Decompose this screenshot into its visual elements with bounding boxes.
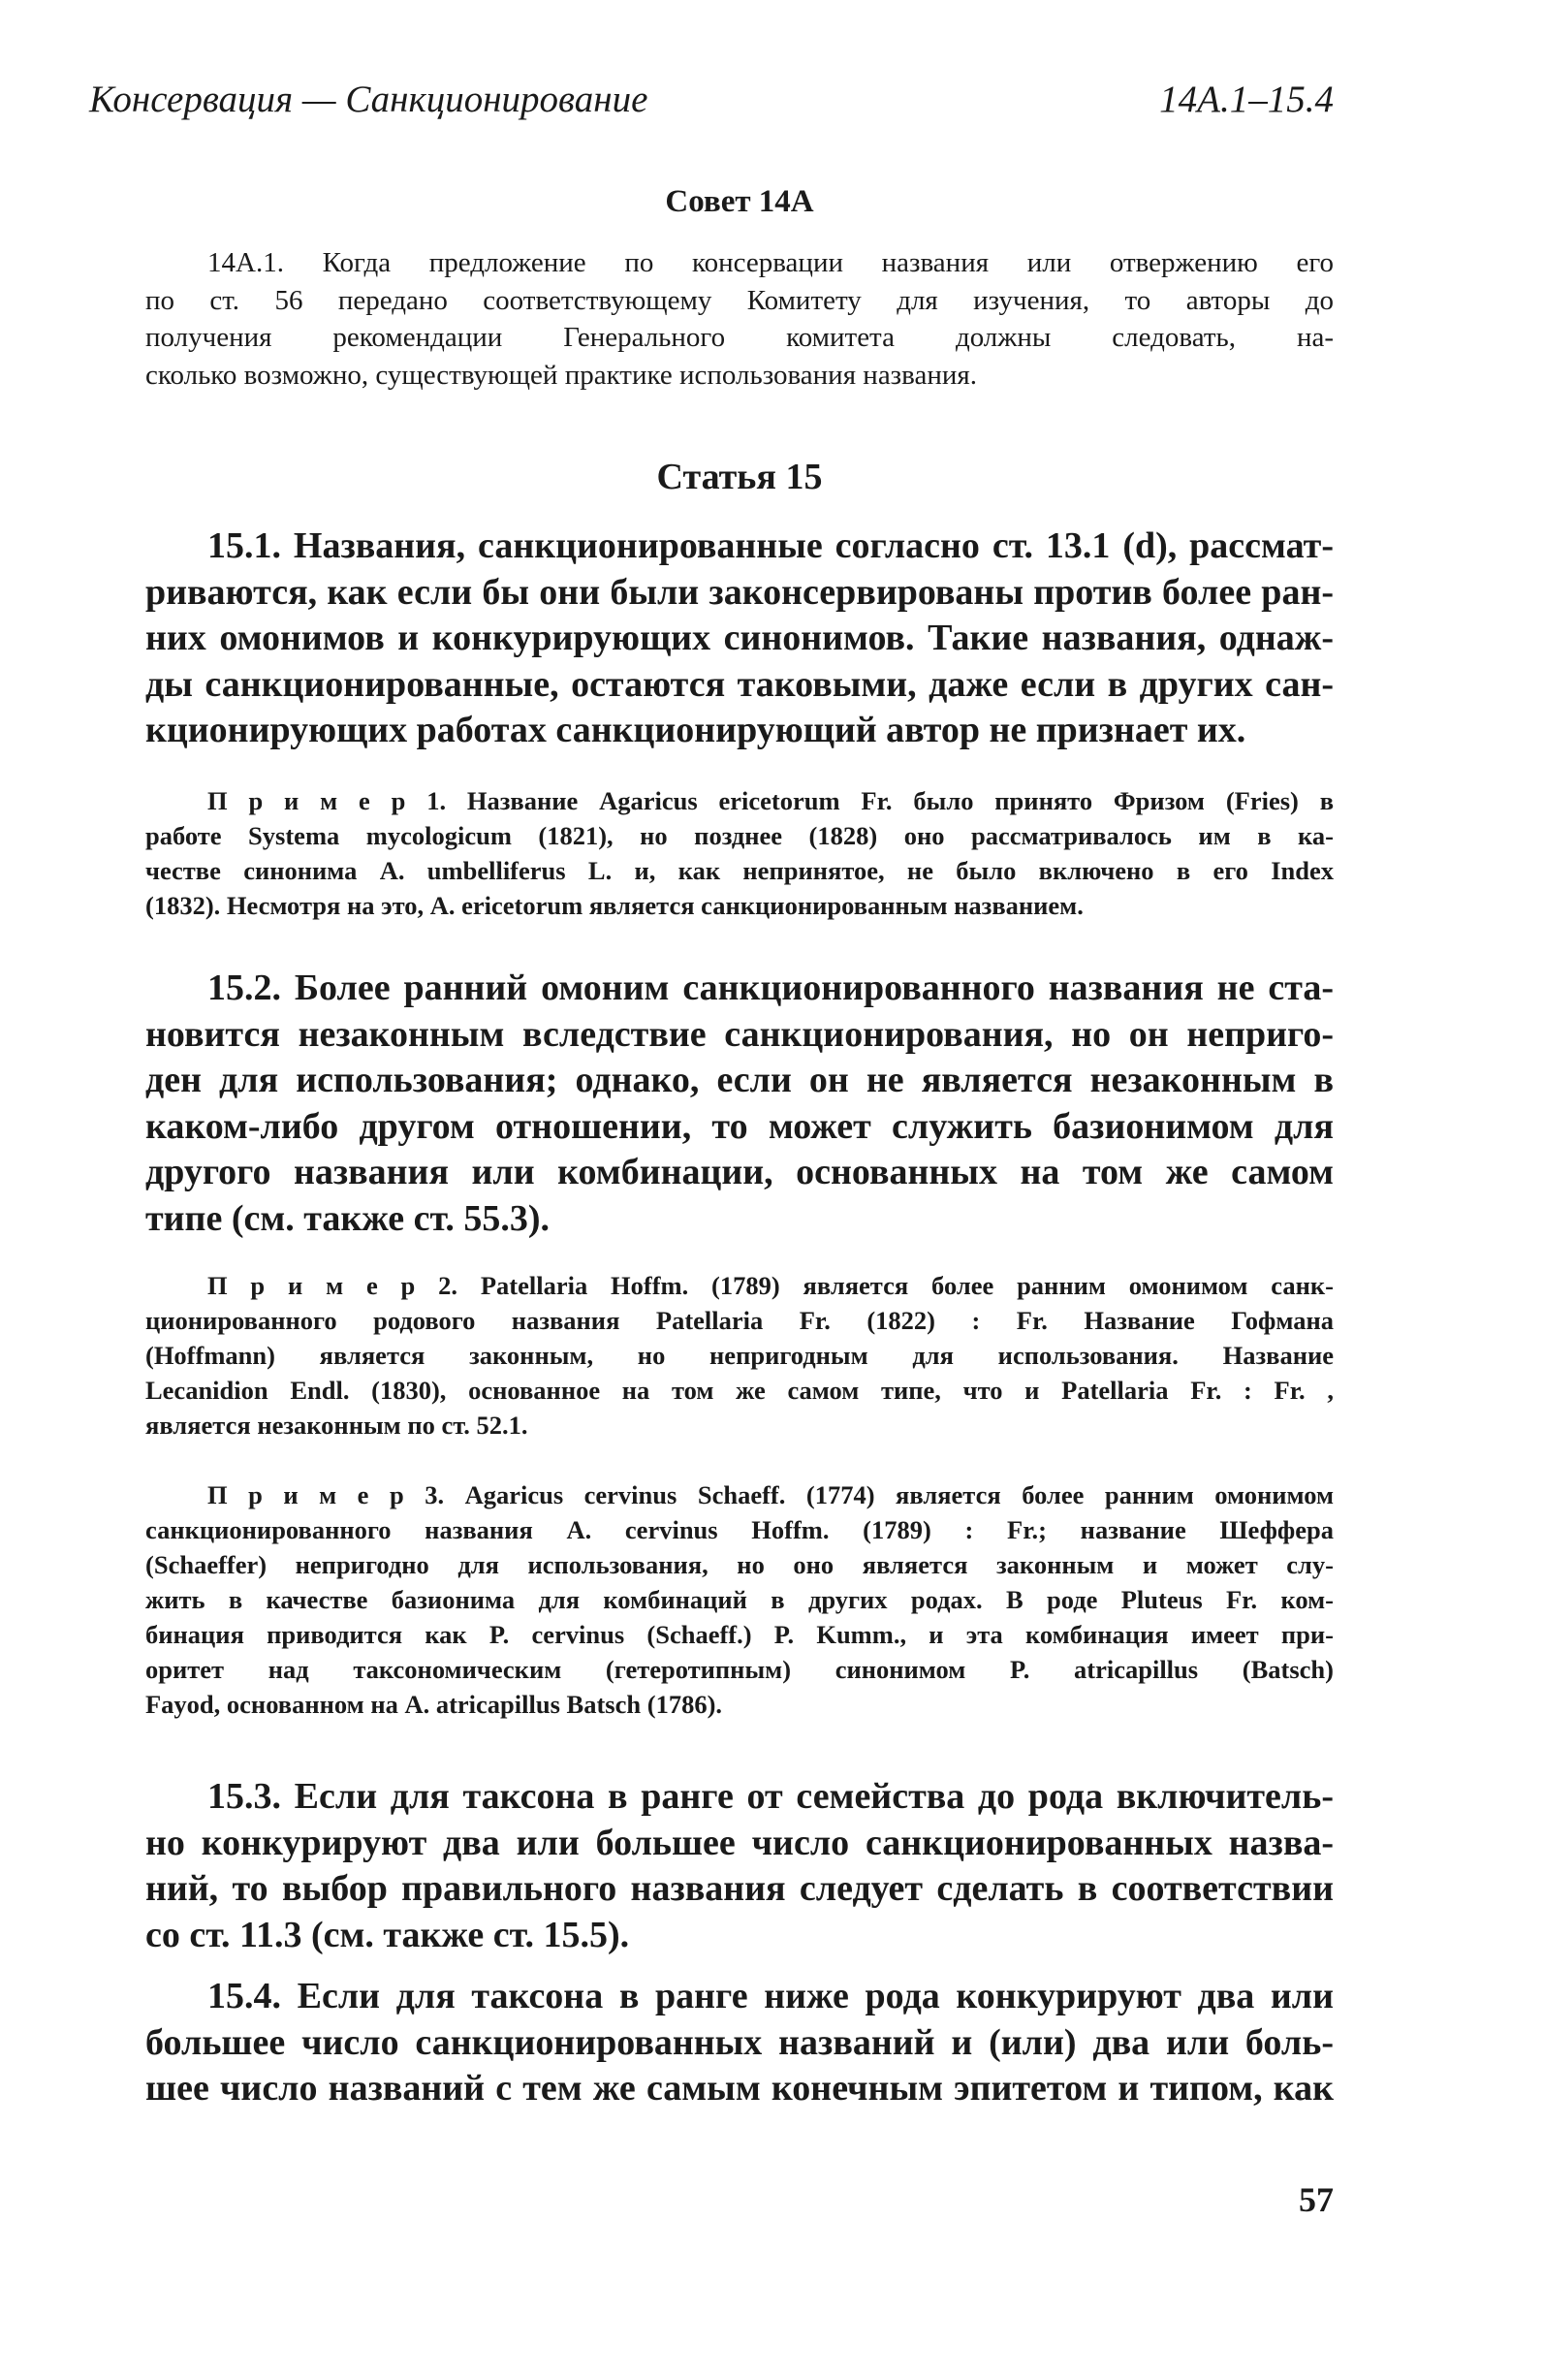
example-2 [145, 1268, 1334, 1443]
text-line: большее число санкционированных названий и (или) два или боль- [145, 2021, 1334, 2063]
text-line: бинация приводится как P. cervinus (Schaeff.) P. Kumm., и эта комбинация имеет при- [145, 1620, 1334, 1649]
text-line: ционированного родового названия Patellaria Fr. (1822) : Fr. Название Гофмана [145, 1306, 1334, 1335]
paragraph-15-4 [145, 1974, 1334, 2112]
text-line: является незаконным по ст. 52.1. [145, 1411, 528, 1440]
text-line: сколько возможно, существующей практике использования названия. [145, 359, 977, 391]
text-line: шее число названий с тем же самым конечным эпитетом и типом, как [145, 2068, 1334, 2109]
text-line: ний, то выбор правильного названия следует сделать в соответствии [145, 1868, 1334, 1909]
text-line: со ст. 11.3 (см. также ст. 15.5). [145, 1914, 630, 1955]
text-line: оритет над таксономическим (гетеротипным) синонимом P. atricapillus (Batsch) [145, 1655, 1334, 1684]
paragraph-15-2 [145, 966, 1334, 1242]
text-line: (Schaeffer) непригодно для использования, но оно является законным и может слу- [145, 1550, 1334, 1579]
text-line: П р и м е р 1. Название Agaricus ericetorum Fr. было принято Фризом (Fries) в [207, 786, 1334, 815]
example-3 [145, 1477, 1334, 1722]
text-line: Lecanidion Endl. (1830), основанное на том же самом типе, что и Patellaria Fr. : Fr. , [145, 1376, 1334, 1405]
paragraph-15-3 [145, 1774, 1334, 1958]
paragraph-15-1 [145, 524, 1334, 754]
text-line: (Hoffmann) является законным, но непригодным для использования. Название [145, 1341, 1334, 1370]
text-line: 15.3. Если для таксона в ранге от семейства до рода включитель- [207, 1776, 1334, 1817]
text-line: кционирующих работах санкционирующий автор не признает их. [145, 710, 1246, 750]
text-line: 15.1. Названия, санкционированные согласно ст. 13.1 (d), рассмат- [207, 525, 1334, 566]
text-line: по ст. 56 передано соответствующему Комитету для изучения, то авторы до [145, 284, 1334, 316]
text-line: 14A.1. Когда предложение по консервации названия или отвержению его [207, 247, 1334, 278]
text-line: жить в качестве базионима для комбинаций в других родах. В роде Pluteus Fr. ком- [145, 1585, 1334, 1614]
page-number: 57 [1299, 2180, 1334, 2219]
text-line: 15.4. Если для таксона в ранге ниже рода конкурируют два или [207, 1976, 1334, 2016]
text-line: риваются, как если бы они были законсервированы против более ран- [145, 571, 1334, 613]
running-head-title: Консервация — Санкционирование [89, 79, 648, 120]
text-line: П р и м е р 2. Patellaria Hoffm. (1789) является более ранним омонимом санк- [207, 1271, 1334, 1300]
text-line: работе Systema mycologicum (1821), но позднее (1828) оно рассматривалось им в ка- [145, 821, 1334, 850]
article-heading: Статья 15 [656, 457, 823, 497]
text-line: ды санкционированные, остаются таковыми, даже если в других сан- [145, 663, 1334, 705]
text-line: типе (см. также ст. 55.3). [145, 1197, 550, 1239]
text-line: другого названия или комбинации, основанных на том же самом [145, 1152, 1334, 1192]
text-line: честве синонима A. umbelliferus L. и, как непринятое, не было включено в его Index [145, 856, 1334, 885]
text-line: П р и м е р 3. Agaricus cervinus Schaeff. (1774) является более ранним омонимом [207, 1480, 1334, 1509]
recommendation-14a1 [145, 244, 1334, 394]
text-line: Fayod, основанном на A. atricapillus Batsch (1786). [145, 1690, 723, 1719]
text-line: санкционированного названия A. cervinus Hoffm. (1789) : Fr.; название Шеффера [145, 1515, 1334, 1544]
text-line: ден для использования; однако, если он не является незаконным в [145, 1060, 1334, 1100]
text-line: (1832). Несмотря на это, A. ericetorum является санкционированным названием. [145, 891, 1084, 920]
text-line: но конкурируют два или большее число санкционированных назва- [145, 1822, 1334, 1863]
text-line: 15.2. Более ранний омоним санкционированного названия не ста- [207, 968, 1334, 1008]
example-1 [145, 783, 1334, 923]
text-line: каком-либо другом отношении, то может служить базионимом для [145, 1105, 1334, 1147]
text-line: новится незаконным вследствие санкционирования, но он неприго- [145, 1013, 1334, 1055]
recommendation-heading: Совет 14А [665, 184, 814, 219]
running-head [89, 78, 1334, 128]
text-line: них омонимов и конкурирующих синонимов. Такие названия, однаж- [145, 618, 1334, 658]
running-head-range: 14A.1–15.4 [1159, 79, 1334, 120]
text-line: получения рекомендации Генерального комитета должны следовать, на- [145, 322, 1334, 353]
